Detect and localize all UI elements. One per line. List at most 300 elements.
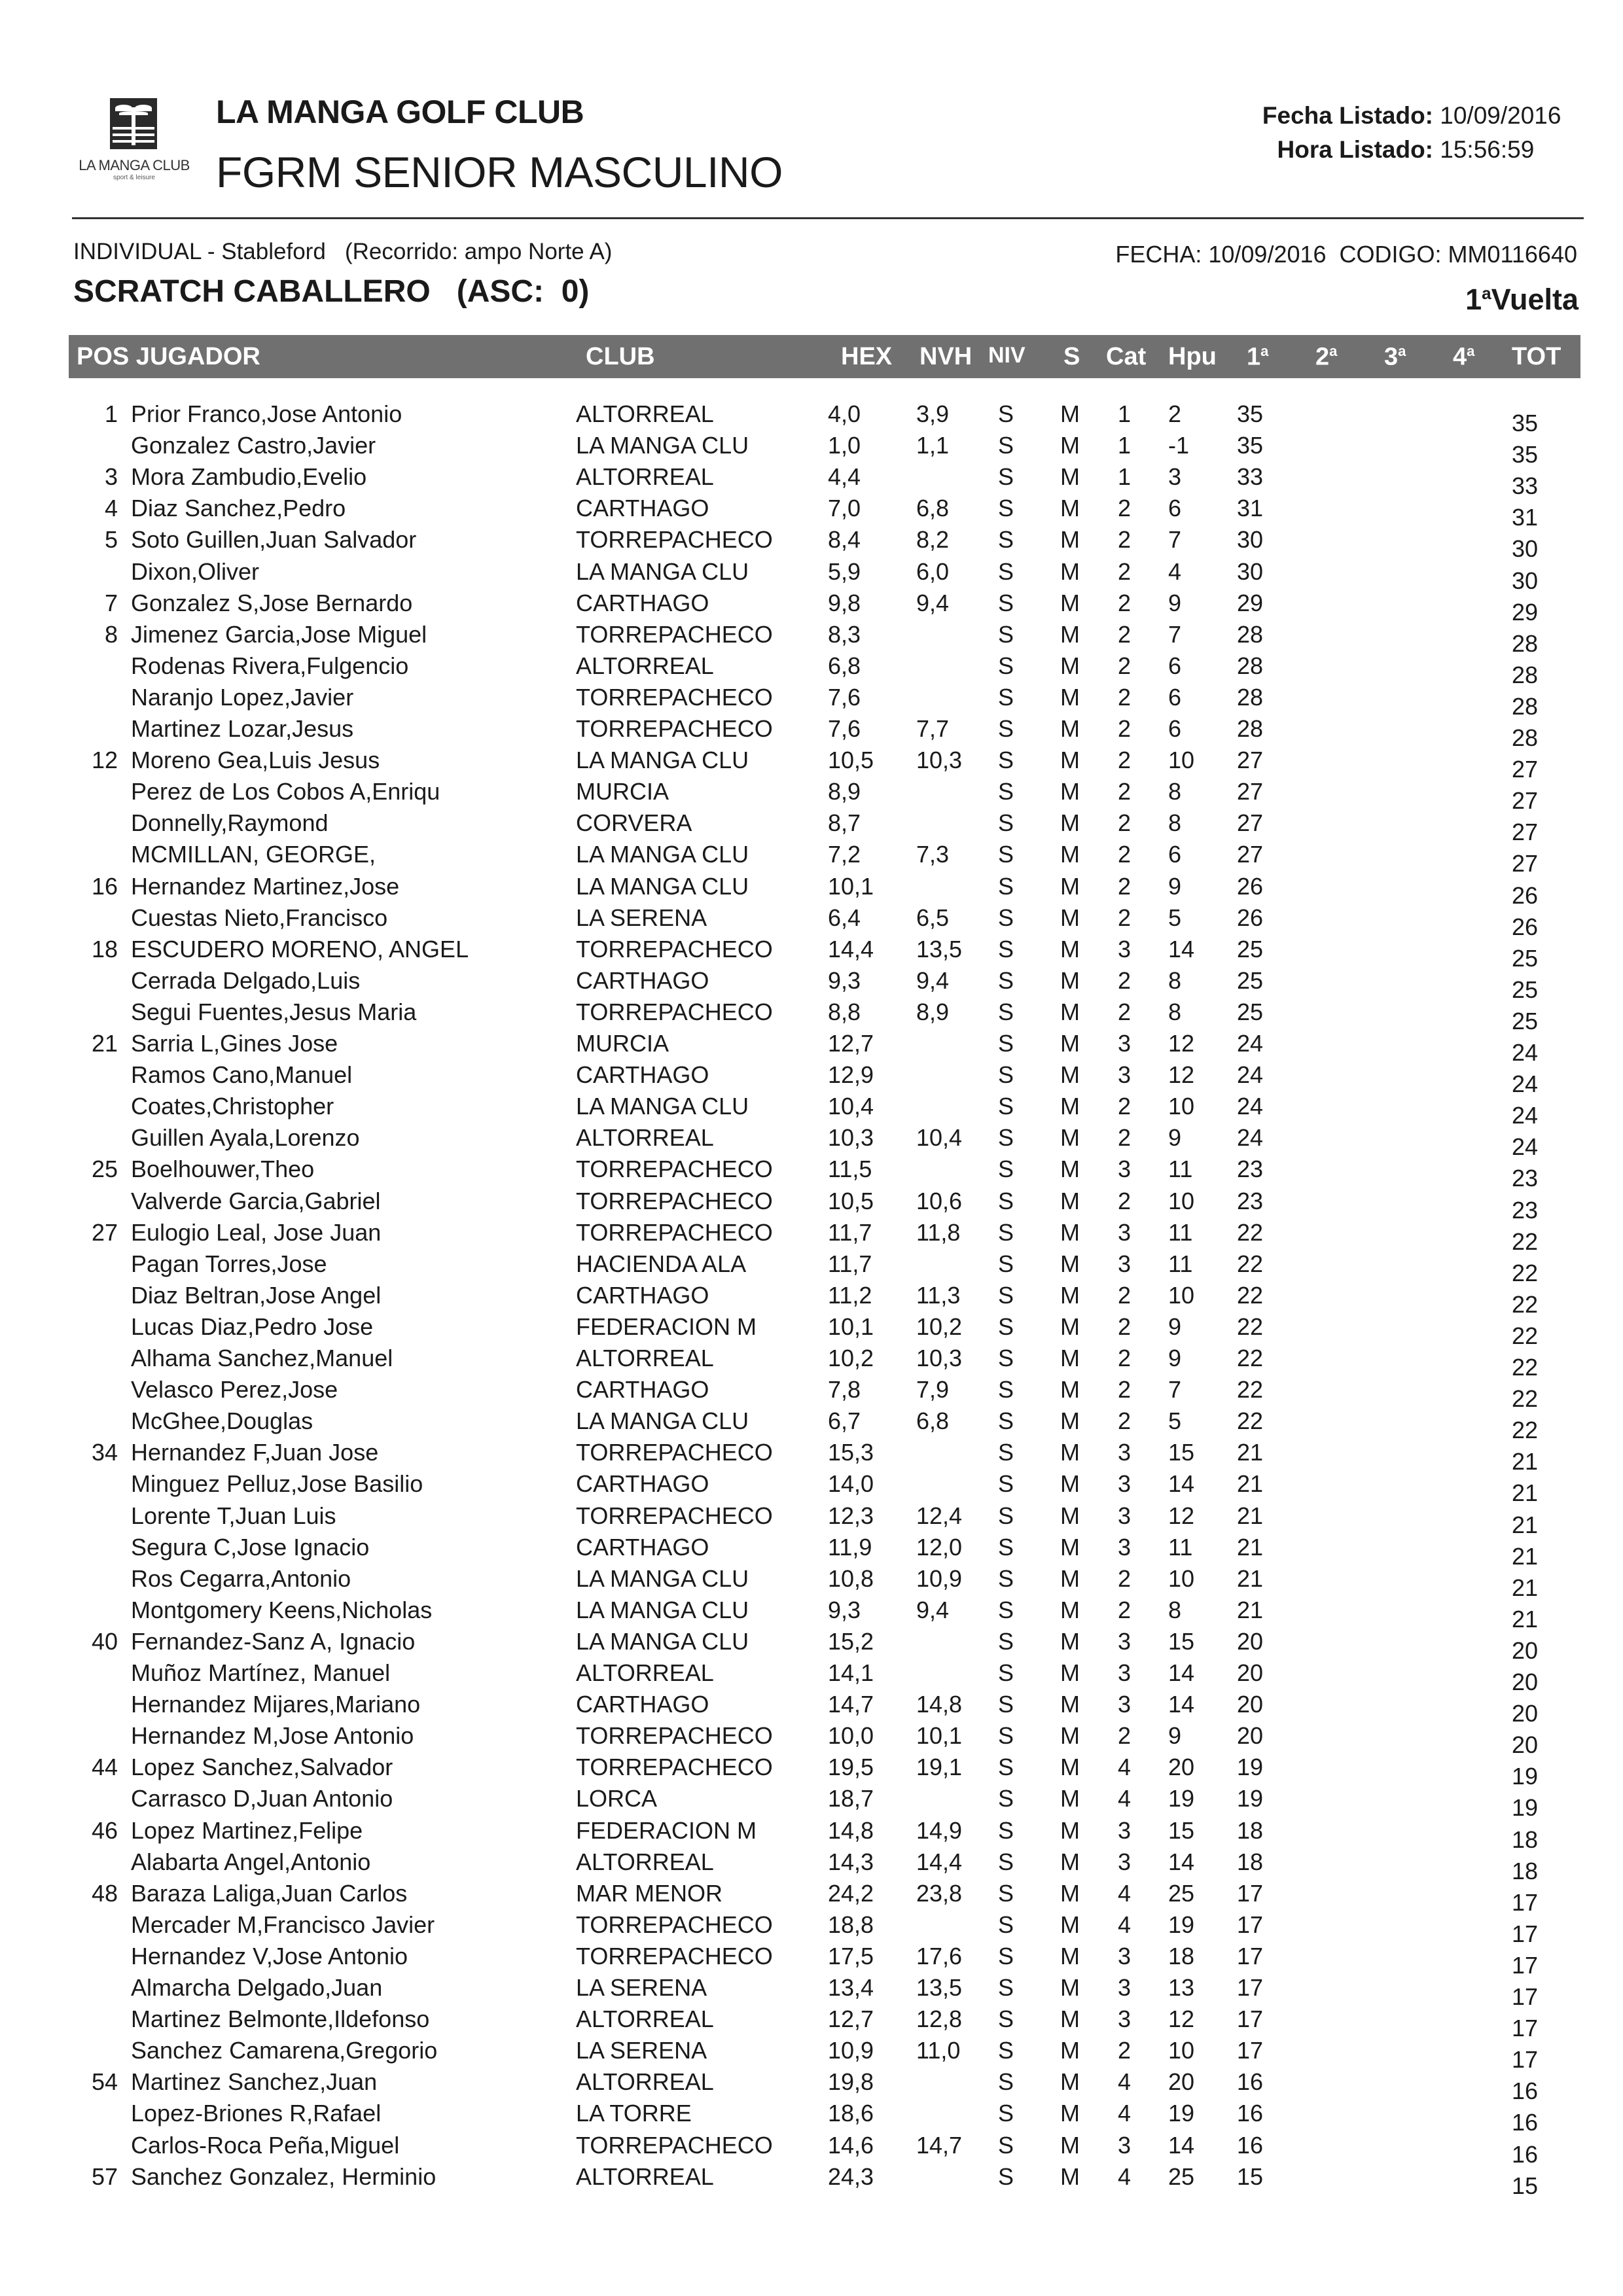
table-row — [0, 967, 1623, 1003]
round-1-score: 21 — [1237, 1502, 1264, 1529]
table-row — [0, 526, 1623, 562]
hex-value: 12,7 — [828, 2005, 874, 2032]
total-score: 25 — [1512, 976, 1539, 1003]
table-row — [0, 998, 1623, 1034]
hex-value: 7,8 — [828, 1376, 861, 1403]
table-row — [0, 1974, 1623, 2010]
category-value: 2 — [1118, 1282, 1132, 1309]
sex-value: M — [1060, 2100, 1080, 2127]
player-club: FEDERACION M — [576, 1817, 757, 1844]
player-name: Baraza Laliga,Juan Carlos — [131, 1880, 408, 1907]
total-score: 18 — [1512, 1826, 1539, 1853]
col-hex: HEX — [841, 343, 893, 370]
nvh-value: 14,4 — [916, 1848, 963, 1875]
round-1-score: 17 — [1237, 1880, 1264, 1907]
player-club: CARTHAGO — [576, 967, 709, 994]
hpu-value: 19 — [1168, 1911, 1195, 1938]
player-club: TORREPACHECO — [576, 1722, 773, 1749]
nvh-value: 7,7 — [916, 715, 950, 742]
hpu-value: 12 — [1168, 1030, 1195, 1057]
round-1-score: 17 — [1237, 1974, 1264, 2001]
niv-value: S — [998, 1597, 1014, 1623]
player-club: LA MANGA CLU — [576, 841, 749, 868]
round-1-score: 21 — [1237, 1565, 1264, 1592]
table-row — [0, 1376, 1623, 1412]
position: 7 — [104, 590, 118, 616]
hpu-value: 10 — [1168, 1282, 1195, 1309]
total-score: 26 — [1512, 913, 1539, 940]
player-club: ALTORREAL — [576, 1345, 714, 1371]
sex-value: M — [1060, 1817, 1080, 1844]
sex-value: M — [1060, 2068, 1080, 2095]
position: 57 — [91, 2163, 118, 2190]
hex-value: 24,3 — [828, 2163, 874, 2190]
fecha-listado-value: 10/09/2016 — [1440, 102, 1561, 129]
hpu-value: 20 — [1168, 2068, 1195, 2095]
sex-value: M — [1060, 590, 1080, 616]
sex-value: M — [1060, 1848, 1080, 1875]
sex-value: M — [1060, 1313, 1080, 1340]
round-1-score: 16 — [1237, 2068, 1264, 2095]
sex-value: M — [1060, 1754, 1080, 1780]
player-club: CARTHAGO — [576, 1470, 709, 1497]
hex-value: 7,6 — [828, 684, 861, 711]
hex-value: 14,1 — [828, 1659, 874, 1686]
table-row — [0, 2132, 1623, 2168]
niv-value: S — [998, 463, 1014, 490]
niv-value: S — [998, 873, 1014, 900]
hpu-value: 6 — [1168, 841, 1182, 868]
col-s: S — [1063, 343, 1080, 370]
hex-value: 6,8 — [828, 652, 861, 679]
category-value: 2 — [1118, 1124, 1132, 1151]
table-row — [0, 1565, 1623, 1601]
hpu-value: 12 — [1168, 1061, 1195, 1088]
hex-value: 14,3 — [828, 1848, 874, 1875]
player-club: ALTORREAL — [576, 2163, 714, 2190]
niv-value: S — [998, 747, 1014, 773]
nvh-value: 9,4 — [916, 967, 950, 994]
category-value: 3 — [1118, 936, 1132, 963]
hex-value: 7,6 — [828, 715, 861, 742]
position: 16 — [91, 873, 118, 900]
total-score: 16 — [1512, 2077, 1539, 2104]
category-value: 2 — [1118, 873, 1132, 900]
player-club: CARTHAGO — [576, 1691, 709, 1718]
player-name: Gonzalez Castro,Javier — [131, 432, 376, 459]
table-row — [0, 715, 1623, 751]
category-value: 3 — [1118, 1502, 1132, 1529]
hora-listado — [1255, 136, 1534, 164]
round-1-score: 23 — [1237, 1156, 1264, 1182]
sex-value: M — [1060, 1722, 1080, 1749]
hpu-value: 7 — [1168, 621, 1182, 648]
player-name: Diaz Sanchez,Pedro — [131, 495, 346, 521]
position: 27 — [91, 1219, 118, 1246]
nvh-value: 10,6 — [916, 1188, 963, 1214]
player-name: Velasco Perez,Jose — [131, 1376, 338, 1403]
category-value: 2 — [1118, 904, 1132, 931]
player-name: Lopez Sanchez,Salvador — [131, 1754, 393, 1780]
round-1-score: 20 — [1237, 1659, 1264, 1686]
round-text: Vuelta — [1491, 283, 1578, 316]
hex-value: 11,7 — [828, 1250, 872, 1277]
niv-value: S — [998, 1061, 1014, 1088]
player-club: TORREPACHECO — [576, 1439, 773, 1466]
category-value: 3 — [1118, 1974, 1132, 2001]
hex-value: 14,4 — [828, 936, 874, 963]
table-row — [0, 1880, 1623, 1916]
niv-value: S — [998, 1124, 1014, 1151]
round-1-score: 28 — [1237, 684, 1264, 711]
niv-value: S — [998, 1030, 1014, 1057]
player-name: Lorente T,Juan Luis — [131, 1502, 336, 1529]
hex-value: 6,7 — [828, 1407, 861, 1434]
hex-value: 7,0 — [828, 495, 861, 521]
hex-value: 19,5 — [828, 1754, 874, 1780]
table-row — [0, 590, 1623, 626]
category-value: 3 — [1118, 1659, 1132, 1686]
niv-value: S — [998, 1250, 1014, 1277]
sex-value: M — [1060, 1785, 1080, 1812]
total-score: 27 — [1512, 756, 1539, 783]
hpu-value: 14 — [1168, 936, 1195, 963]
player-name: Segura C,Jose Ignacio — [131, 1534, 370, 1561]
position: 5 — [104, 526, 118, 553]
sex-value: M — [1060, 1061, 1080, 1088]
round-1-score: 25 — [1237, 998, 1264, 1025]
nvh-value: 12,8 — [916, 2005, 963, 2032]
category-value: 2 — [1118, 1376, 1132, 1403]
player-name: Alhama Sanchez,Manuel — [131, 1345, 393, 1371]
table-row — [0, 1534, 1623, 1570]
player-name: Ramos Cano,Manuel — [131, 1061, 353, 1088]
col-round-3: 3$^a$ — [1384, 343, 1406, 371]
player-club: TORREPACHECO — [576, 936, 773, 963]
hpu-value: 8 — [1168, 998, 1182, 1025]
total-score: 21 — [1512, 1479, 1539, 1506]
hex-value: 14,8 — [828, 1817, 874, 1844]
hex-value: 13,4 — [828, 1974, 874, 2001]
hex-value: 19,8 — [828, 2068, 874, 2095]
round-label — [1465, 283, 1578, 317]
player-club: LA MANGA CLU — [576, 1628, 749, 1655]
hora-listado-value: 15:56:59 — [1440, 136, 1535, 163]
table-row — [0, 400, 1623, 436]
player-club: LA MANGA CLU — [576, 1565, 749, 1592]
nvh-value: 6,5 — [916, 904, 950, 931]
niv-value: S — [998, 1376, 1014, 1403]
round-1-score: 18 — [1237, 1817, 1264, 1844]
sex-value: M — [1060, 967, 1080, 994]
niv-value: S — [998, 1565, 1014, 1592]
hex-value: 9,8 — [828, 590, 861, 616]
hex-value: 8,7 — [828, 809, 861, 836]
category-value: 4 — [1118, 1754, 1132, 1780]
player-name: ESCUDERO MORENO, ANGEL — [131, 936, 469, 963]
category-value: 3 — [1118, 2132, 1132, 2159]
header-divider — [72, 217, 1584, 219]
total-score: 28 — [1512, 724, 1539, 751]
col-round-4: 4$^a$ — [1453, 343, 1475, 371]
player-club: LA MANGA CLU — [576, 1597, 749, 1623]
sex-value: M — [1060, 1093, 1080, 1120]
sex-value: M — [1060, 2037, 1080, 2064]
player-name: Dixon,Oliver — [131, 558, 260, 585]
hex-value: 10,4 — [828, 1093, 874, 1120]
position: 44 — [91, 1754, 118, 1780]
category-value: 3 — [1118, 1817, 1132, 1844]
total-score: 21 — [1512, 1511, 1539, 1538]
niv-value: S — [998, 1502, 1014, 1529]
round-1-score: 28 — [1237, 621, 1264, 648]
category-value: 2 — [1118, 621, 1132, 648]
niv-value: S — [998, 495, 1014, 521]
total-score: 23 — [1512, 1165, 1539, 1192]
col-pos-jugador: POS JUGADOR — [77, 343, 260, 370]
niv-value: S — [998, 1093, 1014, 1120]
niv-value: S — [998, 1470, 1014, 1497]
player-club: ALTORREAL — [576, 400, 714, 427]
round-number: 1 — [1465, 283, 1482, 316]
round-1-score: 27 — [1237, 841, 1264, 868]
table-row — [0, 2005, 1623, 2041]
hex-value: 15,2 — [828, 1628, 874, 1655]
hex-value: 9,3 — [828, 967, 861, 994]
hex-value: 12,7 — [828, 1030, 874, 1057]
total-score: 22 — [1512, 1260, 1539, 1286]
category-value: 2 — [1118, 778, 1132, 805]
sex-value: M — [1060, 841, 1080, 868]
total-score: 20 — [1512, 1637, 1539, 1664]
hex-value: 10,8 — [828, 1565, 874, 1592]
nvh-value: 10,1 — [916, 1722, 963, 1749]
sex-value: M — [1060, 809, 1080, 836]
player-club: CARTHAGO — [576, 1061, 709, 1088]
hpu-value: 25 — [1168, 2163, 1195, 2190]
total-score: 35 — [1512, 441, 1539, 468]
hpu-value: 6 — [1168, 495, 1182, 521]
hpu-value: 13 — [1168, 1974, 1195, 2001]
round-1-score: 31 — [1237, 495, 1264, 521]
hex-value: 10,5 — [828, 747, 874, 773]
hex-value: 14,6 — [828, 2132, 874, 2159]
category-value: 3 — [1118, 1628, 1132, 1655]
hpu-value: 3 — [1168, 463, 1182, 490]
hpu-value: 8 — [1168, 967, 1182, 994]
player-name: Hernandez M,Jose Antonio — [131, 1722, 414, 1749]
category-value: 2 — [1118, 495, 1132, 521]
category-value: 2 — [1118, 1407, 1132, 1434]
col-round-2: 2$^a$ — [1315, 343, 1338, 371]
hpu-value: 14 — [1168, 1659, 1195, 1686]
hex-value: 18,8 — [828, 1911, 874, 1938]
position: 21 — [91, 1030, 118, 1057]
category-value: 1 — [1118, 432, 1132, 459]
total-score: 25 — [1512, 945, 1539, 972]
table-row — [0, 1188, 1623, 1224]
total-score: 22 — [1512, 1322, 1539, 1349]
hpu-value: 10 — [1168, 1565, 1195, 1592]
round-1-score: 17 — [1237, 2037, 1264, 2064]
hex-value: 8,3 — [828, 621, 861, 648]
niv-value: S — [998, 1785, 1014, 1812]
niv-value: S — [998, 684, 1014, 711]
total-score: 21 — [1512, 1543, 1539, 1570]
round-1-score: 17 — [1237, 1911, 1264, 1938]
total-score: 21 — [1512, 1606, 1539, 1633]
player-club: LA SERENA — [576, 1974, 707, 2001]
table-row — [0, 1282, 1623, 1318]
hex-value: 12,3 — [828, 1502, 874, 1529]
sex-value: M — [1060, 2005, 1080, 2032]
hpu-value: 2 — [1168, 400, 1182, 427]
table-row — [0, 1156, 1623, 1192]
round-1-score: 22 — [1237, 1313, 1264, 1340]
player-name: Naranjo Lopez,Javier — [131, 684, 354, 711]
niv-value: S — [998, 967, 1014, 994]
nvh-value: 3,9 — [916, 400, 950, 427]
hex-value: 10,0 — [828, 1722, 874, 1749]
total-score: 16 — [1512, 2109, 1539, 2136]
niv-value: S — [998, 2100, 1014, 2127]
sex-value: M — [1060, 1124, 1080, 1151]
hpu-value: 15 — [1168, 1628, 1195, 1655]
round-1-score: 22 — [1237, 1219, 1264, 1246]
category-value: 2 — [1118, 715, 1132, 742]
category-value: 4 — [1118, 2100, 1132, 2127]
niv-value: S — [998, 2037, 1014, 2064]
category-value: 3 — [1118, 1061, 1132, 1088]
player-club: CARTHAGO — [576, 495, 709, 521]
table-row — [0, 809, 1623, 845]
total-score: 28 — [1512, 693, 1539, 720]
player-name: Coates,Christopher — [131, 1093, 334, 1120]
sex-value: M — [1060, 715, 1080, 742]
hex-value: 10,1 — [828, 1313, 874, 1340]
player-name: Gonzalez S,Jose Bernardo — [131, 590, 413, 616]
player-club: LORCA — [576, 1785, 658, 1812]
player-club: LA SERENA — [576, 904, 707, 931]
sex-value: M — [1060, 400, 1080, 427]
table-row — [0, 1470, 1623, 1506]
player-club: ALTORREAL — [576, 652, 714, 679]
sex-value: M — [1060, 1943, 1080, 1969]
player-name: Minguez Pelluz,Jose Basilio — [131, 1470, 423, 1497]
total-score: 24 — [1512, 1133, 1539, 1160]
position: 34 — [91, 1439, 118, 1466]
category-value: 2 — [1118, 526, 1132, 553]
niv-value: S — [998, 1659, 1014, 1686]
round-1-score: 29 — [1237, 590, 1264, 616]
nvh-value: 11,3 — [916, 1282, 961, 1309]
player-club: HACIENDA ALA — [576, 1250, 747, 1277]
total-score: 16 — [1512, 2141, 1539, 2168]
hpu-value: 20 — [1168, 1754, 1195, 1780]
player-name: Sanchez Camarena,Gregorio — [131, 2037, 438, 2064]
category-value: 2 — [1118, 558, 1132, 585]
player-club: ALTORREAL — [576, 1848, 714, 1875]
sex-value: M — [1060, 873, 1080, 900]
category-value: 3 — [1118, 1534, 1132, 1561]
player-club: LA SERENA — [576, 2037, 707, 2064]
total-score: 35 — [1512, 410, 1539, 436]
hpu-value: 11 — [1168, 1250, 1193, 1277]
sex-value: M — [1060, 1376, 1080, 1403]
hex-value: 4,0 — [828, 400, 861, 427]
sex-value: M — [1060, 2163, 1080, 2190]
table-row — [0, 1817, 1623, 1853]
total-score: 28 — [1512, 662, 1539, 688]
hex-value: 6,4 — [828, 904, 861, 931]
table-row — [0, 1502, 1623, 1538]
player-name: Montgomery Keens,Nicholas — [131, 1597, 433, 1623]
hpu-value: 12 — [1168, 1502, 1195, 1529]
round-1-score: 30 — [1237, 558, 1264, 585]
hpu-value: 9 — [1168, 1124, 1182, 1151]
hex-value: 10,2 — [828, 1345, 874, 1371]
niv-value: S — [998, 526, 1014, 553]
player-club: TORREPACHECO — [576, 715, 773, 742]
hpu-value: 5 — [1168, 904, 1182, 931]
hex-value: 8,4 — [828, 526, 861, 553]
niv-value: S — [998, 1156, 1014, 1182]
round-1-score: 20 — [1237, 1691, 1264, 1718]
hpu-value: 15 — [1168, 1439, 1195, 1466]
niv-value: S — [998, 1691, 1014, 1718]
round-1-score: 26 — [1237, 904, 1264, 931]
player-club: LA MANGA CLU — [576, 747, 749, 773]
total-score: 22 — [1512, 1228, 1539, 1255]
nvh-value: 14,9 — [916, 1817, 963, 1844]
player-name: McGhee,Douglas — [131, 1407, 313, 1434]
player-name: Diaz Beltran,Jose Angel — [131, 1282, 382, 1309]
category-value: 2 — [1118, 1597, 1132, 1623]
player-name: Carlos-Roca Peña,Miguel — [131, 2132, 400, 2159]
hpu-value: 12 — [1168, 2005, 1195, 2032]
position: 1 — [104, 400, 118, 427]
table-row — [0, 463, 1623, 499]
hex-value: 10,9 — [828, 2037, 874, 2064]
round-1-score: 18 — [1237, 1848, 1264, 1875]
player-club: TORREPACHECO — [576, 526, 773, 553]
total-score: 21 — [1512, 1448, 1539, 1475]
player-club: LA MANGA CLU — [576, 432, 749, 459]
hex-value: 24,2 — [828, 1880, 874, 1907]
player-name: Lopez Martinez,Felipe — [131, 1817, 363, 1844]
table-row — [0, 1597, 1623, 1633]
total-score: 31 — [1512, 504, 1539, 531]
round-1-score: 19 — [1237, 1785, 1264, 1812]
round-1-score: 21 — [1237, 1439, 1264, 1466]
sex-value: M — [1060, 621, 1080, 648]
category-value: 2 — [1118, 1313, 1132, 1340]
round-1-score: 21 — [1237, 1470, 1264, 1497]
total-score: 19 — [1512, 1763, 1539, 1790]
category-value: 2 — [1118, 1188, 1132, 1214]
competition-modality: INDIVIDUAL - Stableford (Recorrido: ampo Norte A) — [73, 239, 613, 264]
sex-value: M — [1060, 495, 1080, 521]
round-1-score: 22 — [1237, 1407, 1264, 1434]
category-value: 3 — [1118, 1030, 1132, 1057]
player-club: ALTORREAL — [576, 2068, 714, 2095]
player-club: LA MANGA CLU — [576, 558, 749, 585]
table-row — [0, 841, 1623, 877]
player-name: Cuestas Nieto,Francisco — [131, 904, 388, 931]
sex-value: M — [1060, 1565, 1080, 1592]
player-name: Rodenas Rivera,Fulgencio — [131, 652, 409, 679]
niv-value: S — [998, 778, 1014, 805]
